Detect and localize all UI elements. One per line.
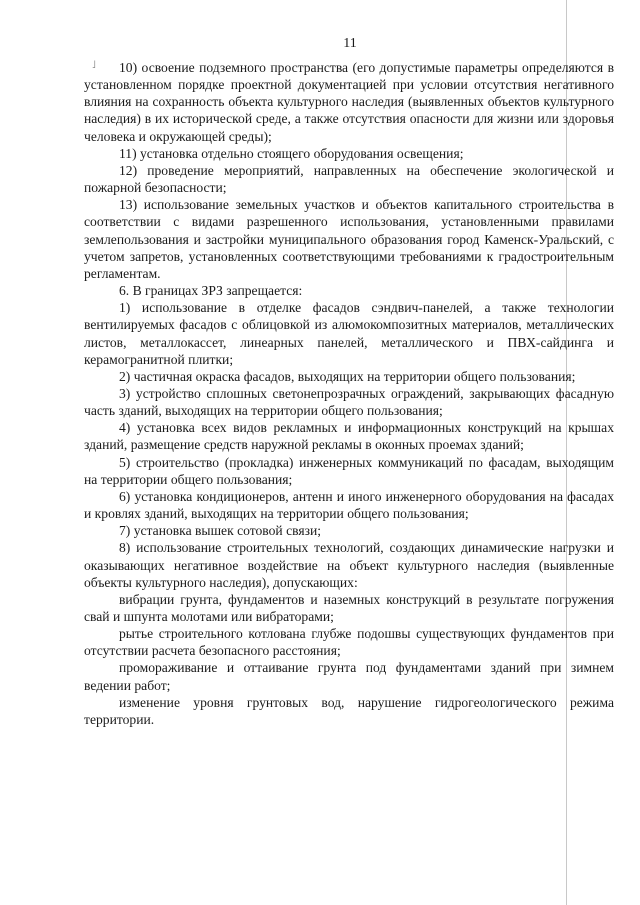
paragraph-item-10: 10) освоение подземного пространства (его допустимые параметры определяются в установленном порядке проектной документацией при условии отсутствия негативного влияния на сохранность объекта культурного наследия (выявленных объектов культурного наследия) в их исторической среде, а также отсутствия опасности для жизни или здоровья человека и окружающей среды);: [84, 60, 614, 144]
page-number: 11: [343, 36, 357, 51]
sub-item-excavation: рытье строительного котлована глубже подошвы существующих фундаментов при отсутствии расчета безопасного расстояния;: [84, 626, 614, 659]
prohibition-item-8: 8) использование строительных технологий, создающих динамические нагрузки и оказывающих негативное воздействие на объект культурного наследия (выявленные объекты культурного наследия), допускающих:: [84, 540, 614, 590]
sub-item-vibration: вибрации грунта, фундаментов и наземных конструкций в результате погружения свай и шпунта молотами или вибраторами;: [84, 591, 614, 624]
prohibition-item-5: 5) строительство (прокладка) инженерных коммуникаций по фасадам, выходящим на территории общего пользования;: [84, 454, 614, 487]
scan-artifact-mark: ˩: [92, 60, 96, 71]
prohibition-item-6: 6) установка кондиционеров, антенн и иного инженерного оборудования на фасадах и кровлях зданий, выходящих на территории общего пользования;: [84, 488, 614, 522]
prohibition-item-2: 2) частичная окраска фасадов, выходящих на территории общего пользования;: [119, 368, 576, 384]
sub-item-freezing: промораживание и оттаивание грунта под фундаментами зданий при зимнем ведении работ;: [84, 660, 614, 693]
paragraph-item-11: 11) установка отдельно стоящего оборудования освещения;: [119, 145, 464, 161]
sub-item-groundwater: изменение уровня грунтовых вод, нарушение гидрогеологического режима территории.: [84, 694, 614, 727]
prohibition-item-7: 7) установка вышек сотовой связи;: [119, 523, 322, 539]
prohibition-item-1: 1) использование в отделке фасадов сэндвич-панелей, а также технологии вентилируемых фасадов с облицовкой из алюмокомпозитных материалов, металлических листов, металлокассет, линеарных панелей, металлического и ПВХ-сайдинга и керамогранитной плитки;: [84, 300, 614, 367]
prohibition-item-3: 3) устройство сплошных светонепрозрачных ограждений, закрывающих фасадную часть зданий, выходящих на территории общего пользования;: [84, 385, 614, 419]
prohibition-item-4: 4) установка всех видов рекламных и информационных конструкций на крышах зданий, размещение средств наружной рекламы в оконных проемах зданий;: [84, 420, 614, 453]
paragraph-item-13: 13) использование земельных участков и объектов капитального строительства в соответствии с видами разрешенного использования, установленными правилами землепользования и застройки муниципального образования город Каменск-Уральский, с учетом запретов, установленных соответствующими требованиями к градостроительным регламентам.: [84, 197, 614, 281]
section-heading-6: 6. В границах ЗРЗ запрещается:: [119, 283, 303, 299]
document-body: [84, 59, 614, 728]
paragraph-item-12: 12) проведение мероприятий, направленных на обеспечение экологической и пожарной безопасности;: [84, 162, 614, 196]
